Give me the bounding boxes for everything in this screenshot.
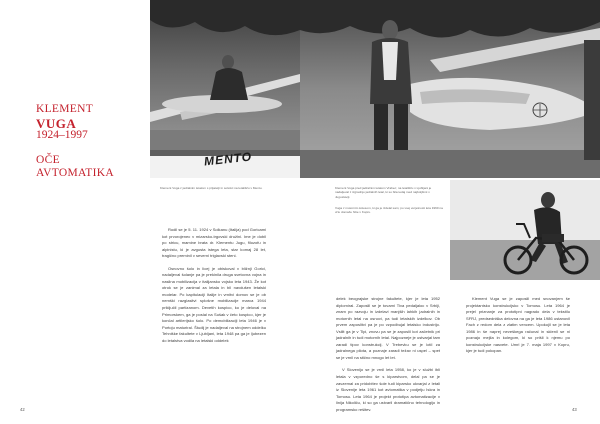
chapter-subtitle-line-1: OČE: [36, 154, 60, 166]
body-column-2: [336, 296, 440, 413]
page-number-right: 43: [572, 407, 577, 412]
chapter-subtitle: [36, 154, 146, 179]
photo-man-on-moped-image: [450, 180, 600, 280]
author-surname: VUGA: [36, 116, 77, 131]
author-first-name: KLEMENT: [36, 103, 94, 115]
photo-man-on-moped: [450, 180, 600, 280]
body-paragraph: Rodil se je 5. 11. 1924 v Solkanu (Italija) pod Goricami kot prvorojenec v mizarsko-trgovski družini. Ime je dobil po stricu, mamine brata dr. Klementu Jugu, filozofu in alpinistu, ki je avgusta istega leta, star komaj 28 let, tragično preminil v severni triglavski steni.: [162, 227, 266, 259]
photo-man-with-glider-image: [300, 0, 600, 178]
photo-glider-cockpit: [150, 0, 300, 178]
body-paragraph: Klement Vuga se je zaposlil med snovanjem še projektantsko konstrukcijsko v Tomosu. Leta 1964 je prejel priznanje za prototipni nagrado dela v tekstilu SFRJ, predsedniška delovna na ga je leta 1986 ustanovil Fach z redom dela z zlatim vencem. Upokojil se je leta 1986 in še naprej neveškega računal in sklenil se ni poznajo mejila in kolegom, ki so prišli k njemu po konstrukcijske nasvete. Umrl je 7. maja 1997 v Kopru, kjer je tudi pokopan.: [466, 296, 570, 354]
body-paragraph: Osnovno šolo in licej je obiskoval v bližnji Gorici, nadaljeval šolanje pa je prekinila druga svetovna vojna in nasilna mobilizacija v italijansko vojsko leta 1943. Že kot otrok se je zanimal za letala in bil navdušen letalski modelar. Po kapitulaciji Italije in vrnitvi domov se je ob nemški razglasitvi splošne mobilizacije marca 1944 priključil partizanom. Devetih kospico, ko je deloval na Primorskem, ga je poslal na Sušak v četo kospico, kjer je končal artilerijsko šolo. Po demobilizaciji leta 1946 je v Portoju maturiral. Študij je nadaljeval na strojnem oddelku Tehniške fakultete v Ljubljani, leta 1948 pa ga je ljubezen do letalstva vodila na letalski oddelek: [162, 265, 266, 343]
body-paragraph: delek beograjske strojne fakultete, kjer je leta 1952 diplomiral. Zaposlil se je tovarni Tiva pedaljaloc v Srbiji, znam po razvoju in izdelavi manjših lahkih jadralnih in motornih letal na osnovi, pa tudi letalskih izdelkov. Ob prvem zaposlitvi pa je po vzpodbujal letalsko industrijo. Vsilit ga je v Tipi, znovu pa se je zaposlil kot začetnik pri jadralnih in tudi motornih letal. Najpozneje je ustvarjal tam zaradi tipov konstrukcij. V Trebevku se je lotil za jadralnega pilota, a poznaje zaradi težav ni uspel – spet se je vrnil na stično mnogo let let.: [336, 296, 440, 360]
caption-middle-2: Vuga z motornim kolesom, ki ga je izdelal sam; po vsej verjetnosti leta 1960 na vrtu domače hiše v Kopru.: [335, 206, 443, 215]
caption-left: Klement Vuga z jadralnim letalom s prijatelji in sošolci na letališču v Mentu.: [160, 186, 263, 190]
body-paragraph: V Slovenijo se je vrnil leta 1958, ko je v službi ibli letala v vzporedno še s kiparstvom, delal pa se je zavzemal za pridobitev šole tudi kiparsko ukvarjal z letali iz Slovenije leta 1961 kot avtomatika v podjetju Iskra in Tomosu. Leta 1964 je projekt prototipa avtomatizacije v linija Nikoliču, ki so ga ustvaril dramatično tehnologijo in programsko rešitev.: [336, 367, 440, 412]
photo-man-with-glider: [300, 0, 600, 178]
chapter-subtitle-line-2: AVTOMATIKA: [36, 166, 114, 179]
author-years: 1924–1997: [36, 129, 88, 141]
body-column-3: [466, 296, 570, 355]
caption-middle-1: Klement Vuga pred jadralnim letalom Vrabec; na letališču v Ljubljani je nadaljeval z izgradnjo jadralnih letal, ki so bila tedaj med najboljšimi v Jugoslaviji.: [335, 186, 432, 199]
photo-inscription: MENTO: [203, 149, 253, 169]
body-column-1: [162, 227, 266, 344]
page-number-left: 42: [20, 407, 25, 412]
